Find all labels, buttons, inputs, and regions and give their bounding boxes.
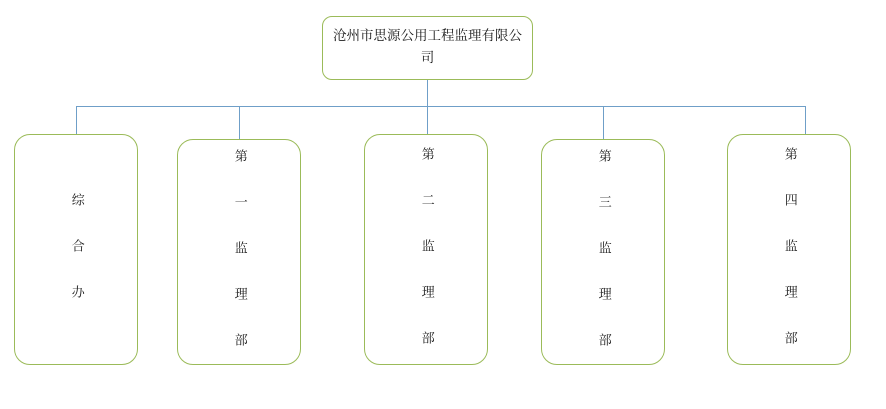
- org-node-department-2[interactable]: [177, 139, 301, 365]
- connector-drop-4: [603, 106, 604, 139]
- org-node-root[interactable]: [322, 16, 533, 80]
- org-node-department-3-label: 第 二 监 理 部: [418, 146, 434, 353]
- connector-drop-2: [239, 106, 240, 139]
- org-node-department-4[interactable]: [541, 139, 665, 365]
- connector-drop-3: [427, 106, 428, 134]
- org-node-department-5[interactable]: [727, 134, 851, 365]
- connector-bus: [76, 106, 806, 107]
- org-node-department-4-label: 第 三 监 理 部: [595, 149, 611, 355]
- org-node-department-2-label: 第 一 监 理 部: [231, 149, 247, 355]
- org-node-root-label: 沧州市思源公用工程监理有限公司: [333, 28, 522, 66]
- org-node-department-3[interactable]: [364, 134, 488, 365]
- connector-drop-1: [76, 106, 77, 134]
- connector-trunk: [427, 80, 428, 106]
- org-node-department-1-label: 综 合 办: [68, 192, 84, 307]
- org-node-department-5-label: 第 四 监 理 部: [781, 146, 797, 353]
- connector-drop-5: [805, 106, 806, 134]
- org-node-department-1[interactable]: [14, 134, 138, 365]
